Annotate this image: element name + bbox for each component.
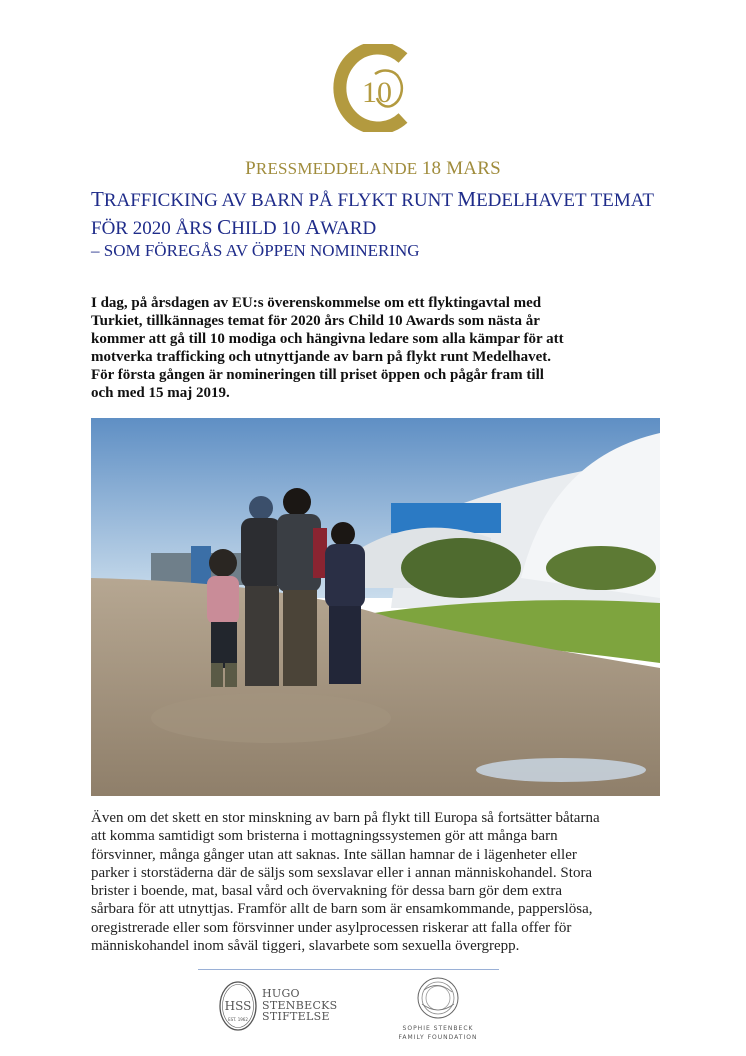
body-line: att komma samtidigt som bristerna i mottagningssystemen gör att många barn — [91, 828, 558, 845]
title-line-2: FÖR 2020 ÅRS CHILD 10 AWARD — [91, 215, 377, 239]
children-refugee-camp-photo — [91, 418, 660, 796]
lead-paragraph — [91, 294, 671, 402]
body-line: sårbara för att utnyttjas. Framför allt de barn som är ensamkommande, papperslösa, — [91, 901, 593, 918]
subtitle-line: – SOM FÖREGÅS AV ÖPPEN NOMINERING — [91, 241, 420, 260]
body-line: brister i boende, mat, basal vård och övervakning för dessa barn gör dem extra — [91, 883, 563, 900]
svg-text:EST. 1962: EST. 1962 — [228, 1017, 248, 1022]
svg-text:HSS: HSS — [224, 999, 252, 1013]
lead-line: Turkiet, tillkännages temat för 2020 års Child 10 Awards som nästa år — [91, 313, 540, 329]
footer-divider — [198, 969, 499, 970]
body-paragraph — [91, 809, 671, 955]
sophie-stenbeck-foundation-name: SOPHIE STENBECK FAMILY FOUNDATION — [398, 1025, 478, 1041]
press-release-label: PRESSMEDDELANDE 18 MARS — [245, 158, 501, 179]
title-line-1: TRAFFICKING AV BARN PÅ FLYKT RUNT MEDELHAVET TEMAT — [91, 187, 654, 211]
body-line: människohandel inom såväl tiggeri, slavarbete som sexuella övergrepp. — [91, 938, 520, 955]
sophie-stenbeck-foundation-logo — [412, 974, 464, 1022]
body-line: oregistrerade eller som försvinner under asylprocessen riskerar att falla offer för — [91, 919, 572, 936]
hss-seal-logo — [218, 980, 258, 1032]
body-line: Även om det skett en stor minskning av barn på flykt till Europa så fortsätter båtarna — [91, 810, 600, 826]
lead-line: motverka trafficking och utnyttjande av barn på flykt runt Medelhavet. — [91, 349, 551, 365]
lead-line: kommer att gå till 10 modiga och hängivna ledare som alla kämpar för att — [91, 331, 564, 347]
body-line: parker i storstäderna där de säljs som sexslavar eller i annan människohandel. Stora — [91, 864, 593, 881]
lead-line: För första gången är nomineringen till priset öppen och pågår fram till — [91, 367, 544, 383]
logo-text: 10 — [362, 76, 392, 109]
body-line: försvinner, många gånger utan att saknas. Inte sällan hamnar de i lägenheter eller — [91, 846, 577, 863]
lead-line: och med 15 maj 2019. — [91, 385, 230, 401]
lead-line: I dag, på årsdagen av EU:s överenskommelse om ett flyktingavtal med — [91, 295, 542, 311]
hss-foundation-name: HUGO STENBECKS STIFTELSE — [262, 987, 338, 1023]
child10-logo — [333, 44, 415, 132]
